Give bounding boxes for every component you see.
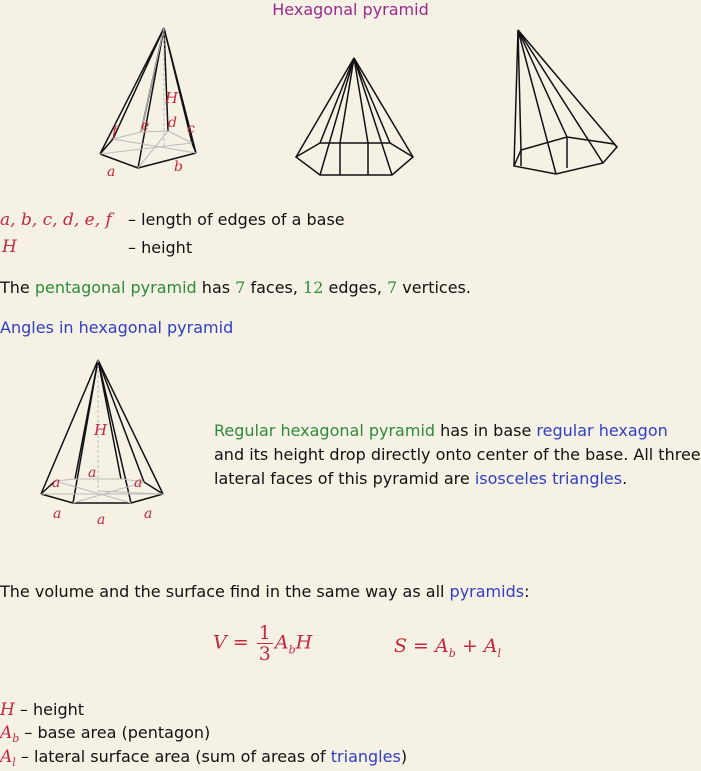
formula-A-sub: b bbox=[288, 643, 296, 657]
def-Al-sub: l bbox=[12, 756, 16, 770]
pyramid-1 bbox=[100, 28, 196, 168]
regular-pyramid-figure bbox=[20, 350, 190, 530]
pyramid-fact bbox=[0, 278, 471, 297]
legend-desc-1: – length of edges of a base bbox=[128, 210, 345, 229]
regular-t2: and its height drop directly onto center of the base. All three lateral faces of this pyramid are bbox=[214, 445, 701, 488]
reg-label-a5: a bbox=[97, 512, 106, 528]
fraction-num: 1 bbox=[258, 622, 271, 644]
def-Al-sym: A bbox=[0, 747, 13, 767]
fact-edges: edges, bbox=[328, 278, 382, 297]
fact-pre: The bbox=[0, 278, 30, 297]
volume-end: : bbox=[524, 582, 530, 601]
fact-edges-count: 12 bbox=[303, 278, 324, 297]
def-H-sym: H bbox=[0, 700, 15, 720]
formula-H: H bbox=[295, 631, 313, 654]
label-H: H bbox=[165, 89, 179, 107]
reg-label-a3: a bbox=[134, 475, 143, 491]
legend-desc-2: – height bbox=[128, 238, 193, 257]
pyramids-figure bbox=[0, 20, 701, 190]
fact-has: has bbox=[201, 278, 231, 297]
regular-term[interactable]: Regular hexagonal pyramid bbox=[214, 421, 436, 440]
regular-description bbox=[214, 419, 701, 491]
legend-symbols-1: a, b, c, d, e, f bbox=[0, 210, 112, 230]
volume-sentence bbox=[0, 582, 529, 601]
formula-S-plus: + A bbox=[455, 635, 498, 657]
legend-symbols-2: H bbox=[2, 237, 17, 257]
triangles-link[interactable]: triangles bbox=[330, 747, 401, 766]
pyramids-link[interactable]: pyramids bbox=[449, 582, 525, 601]
fact-faces-count: 7 bbox=[235, 278, 246, 297]
def-H-desc: – height bbox=[19, 700, 85, 719]
label-e: e bbox=[141, 118, 150, 134]
label-b: b bbox=[174, 159, 183, 175]
isosceles-triangles-link[interactable]: isosceles triangles bbox=[474, 469, 623, 488]
definition-Ab bbox=[0, 723, 210, 745]
reg-label-a1: a bbox=[52, 475, 61, 491]
formula-A: A bbox=[274, 631, 289, 654]
formula-S-sub1: b bbox=[448, 646, 456, 660]
regular-t3: . bbox=[622, 469, 628, 488]
def-Al-end: ) bbox=[400, 747, 408, 766]
label-d: d bbox=[168, 115, 177, 131]
definition-Al bbox=[0, 747, 407, 769]
reg-label-a6: a bbox=[144, 506, 153, 522]
fact-faces: faces, bbox=[250, 278, 298, 297]
label-a: a bbox=[107, 164, 116, 180]
reg-label-a2: a bbox=[88, 465, 97, 481]
def-Al-desc: – lateral surface area (sum of areas of bbox=[20, 747, 326, 766]
fraction-one-third bbox=[257, 623, 273, 664]
formula-V: V = bbox=[213, 631, 249, 654]
fact-term[interactable]: pentagonal pyramid bbox=[34, 278, 197, 297]
reg-label-H: H bbox=[94, 421, 108, 439]
reg-label-a4: a bbox=[53, 506, 62, 522]
pyramid-3 bbox=[514, 30, 617, 174]
def-Ab-sym: A bbox=[0, 723, 13, 743]
volume-formula bbox=[213, 623, 312, 664]
definition-H bbox=[0, 700, 84, 722]
page-title: Hexagonal pyramid bbox=[272, 0, 429, 19]
def-Ab-sub: b bbox=[12, 732, 20, 746]
formula-S: S = A bbox=[394, 635, 449, 657]
fraction-den: 3 bbox=[258, 643, 271, 665]
formula-S-sub2: l bbox=[497, 646, 502, 660]
label-c: c bbox=[187, 121, 195, 137]
fact-vertices-count: 7 bbox=[387, 278, 398, 297]
angles-heading: Angles in hexagonal pyramid bbox=[0, 318, 234, 337]
pyramid-2 bbox=[296, 58, 413, 175]
fact-vertices: vertices. bbox=[402, 278, 471, 297]
regular-t1: has in base bbox=[440, 421, 532, 440]
volume-text: The volume and the surface find in the same way as all bbox=[0, 582, 445, 601]
def-Ab-desc: – base area (pentagon) bbox=[24, 723, 211, 742]
label-f: f bbox=[112, 124, 118, 140]
surface-formula bbox=[394, 635, 501, 660]
regular-hexagon-link[interactable]: regular hexagon bbox=[536, 421, 668, 440]
